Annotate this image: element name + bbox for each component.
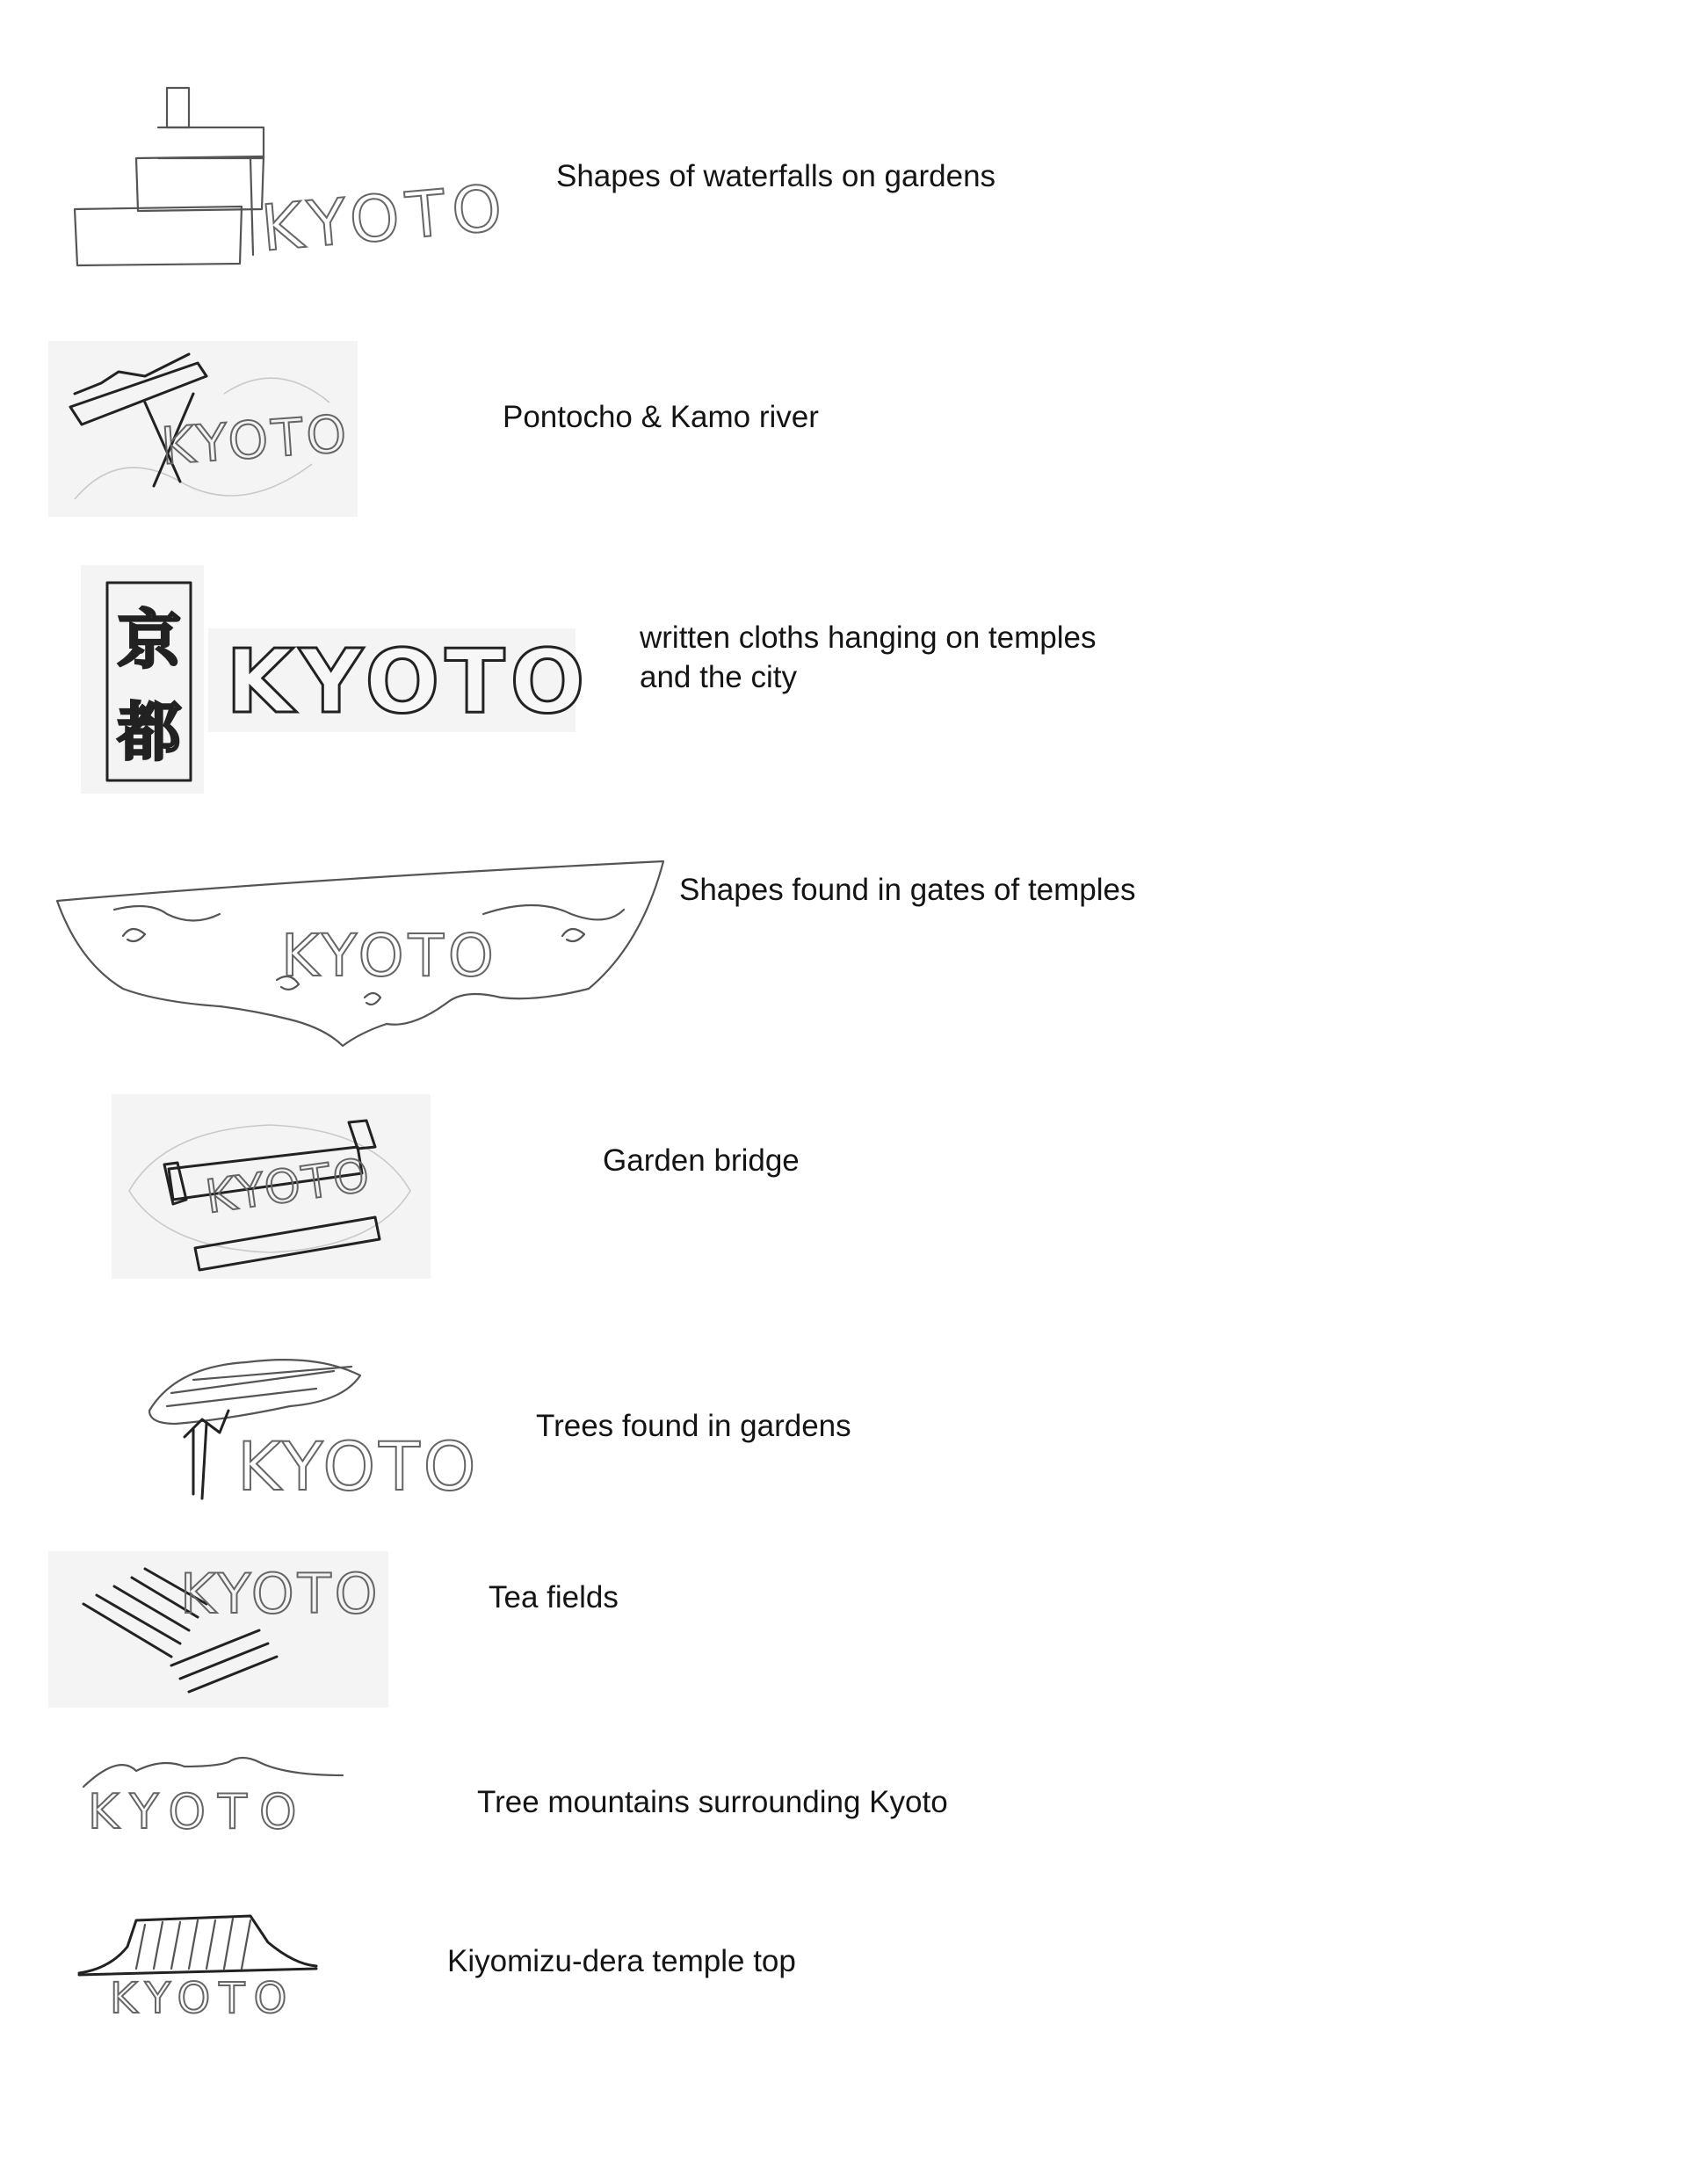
caption-line: Tree mountains surrounding Kyoto	[477, 1785, 948, 1819]
caption-9	[447, 1941, 796, 1981]
temple-gate-ornament-sketch-icon	[44, 848, 668, 1046]
caption-1	[556, 156, 996, 196]
caption-line: Shapes of waterfalls on gardens	[556, 159, 996, 193]
caption-line: written cloths hanging on temples	[640, 620, 1097, 655]
caption-7	[489, 1578, 619, 1617]
sketch-wordmark: KYOTO	[110, 1974, 296, 2023]
sketch-tea	[48, 1551, 388, 1708]
caption-8	[477, 1782, 948, 1822]
sketch-roof	[75, 1894, 329, 2021]
sketch-kanji: 都	[118, 695, 182, 769]
caption-5	[603, 1141, 800, 1180]
sketch-river	[48, 341, 358, 517]
sketch-wordmark: KYOTO	[281, 922, 498, 990]
caption-line: Pontocho & Kamo river	[503, 400, 819, 434]
river-slash-sketch-icon	[48, 341, 358, 517]
caption-line: and the city	[640, 660, 797, 694]
sketch-wordmark: KYOTO	[258, 170, 512, 265]
caption-line: Garden bridge	[603, 1143, 800, 1178]
sketch-wordmark: KYOTO	[202, 1149, 375, 1224]
sketch-cloth	[81, 565, 204, 794]
waterfall-blocks-sketch-icon	[53, 79, 512, 290]
sketch-wordmark: KYOTO	[226, 630, 590, 733]
caption-2	[503, 397, 819, 437]
sketch-tree	[88, 1340, 480, 1520]
block-letters-sketch-icon	[208, 628, 590, 733]
caption-line: Kiyomizu-dera temple top	[447, 1944, 796, 1978]
sketch-cloth-wordmark	[208, 628, 590, 733]
sketch-kanji: 京	[118, 603, 182, 677]
sketch-gate	[44, 848, 668, 1046]
caption-3	[640, 618, 1096, 697]
caption-line: Shapes found in gates of temples	[679, 873, 1136, 907]
garden-tree-sketch-icon	[88, 1340, 480, 1520]
sketch-wordmark: KYOTO	[180, 1562, 381, 1626]
sketch-wordmark: KYOTO	[88, 1784, 309, 1839]
sketch-waterfall	[53, 79, 512, 290]
sketch-wordmark: KYOTO	[159, 403, 352, 476]
mountain-outline-sketch-icon	[75, 1745, 356, 1841]
caption-line: Tea fields	[489, 1580, 619, 1614]
caption-4	[679, 870, 1136, 910]
hanging-cloth-sketch-icon	[81, 565, 204, 794]
sketch-mountains	[75, 1745, 356, 1841]
sketch-bridge	[112, 1094, 431, 1279]
sketch-wordmark: KYOTO	[237, 1427, 480, 1506]
garden-bridge-sketch-icon	[112, 1094, 431, 1279]
caption-line: Trees found in gardens	[536, 1409, 851, 1443]
tea-field-lines-sketch-icon	[48, 1551, 388, 1708]
caption-6	[536, 1406, 851, 1446]
temple-roof-sketch-icon	[75, 1894, 329, 2021]
